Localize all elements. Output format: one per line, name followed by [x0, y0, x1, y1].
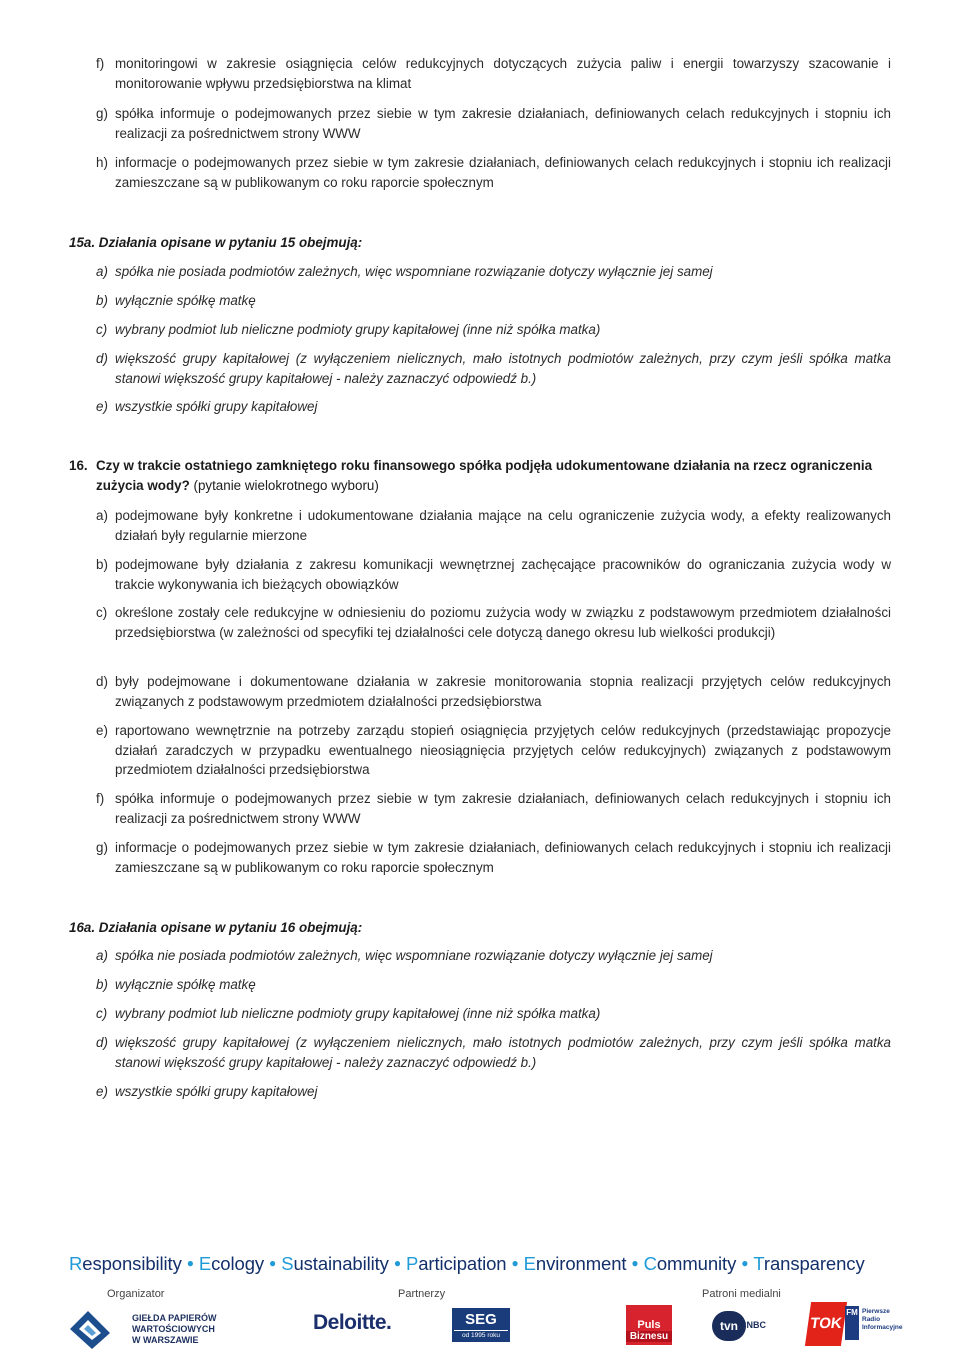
option-item — [96, 838, 891, 877]
option-item — [96, 349, 891, 388]
option-text: spółka nie posiada podmiotów zależnych, więc wspomniane rozwiązanie dotyczy wyłącznie jej samej — [115, 948, 713, 963]
option-text: podejmowane były działania z zakresu komunikacji wewnętrznej zachęcające pracowników do ograniczania zużycia wody w trakcie wykonywania ich bieżących obowiązków — [115, 557, 891, 592]
seg-subline: od 1995 roku — [454, 1331, 508, 1340]
option-text: wybrany podmiot lub nieliczne podmioty grupy kapitałowej (inne niż spółka matka) — [115, 322, 601, 337]
option-label: b) — [96, 557, 108, 572]
bullet-icon: ● — [186, 1256, 194, 1270]
footer-tagline — [69, 1253, 899, 1279]
bullet-icon: ● — [269, 1256, 277, 1270]
question-number: 16a. — [69, 920, 96, 935]
gpw-emblem-icon — [66, 1307, 114, 1351]
option-text: określone zostały cele redukcyjne w odniesieniu do poziomu zużycia wody w związku z podstawowym przedmiotem działalności przedsiębiorstwa (w zależności od specyfiki tej działalności cele dotyczą danego okresu lub wielkości produkcji) — [115, 605, 891, 640]
option-item — [96, 555, 891, 594]
question-title: Działania opisane w pytaniu 15 obejmują: — [98, 235, 363, 250]
option-item — [96, 262, 891, 282]
tagline-word: Transparency — [753, 1253, 865, 1274]
option-item — [96, 1082, 891, 1102]
gpw-logo[interactable] — [66, 1305, 266, 1353]
option-label: f) — [96, 791, 105, 806]
option-text: były podejmowane i dokumentowane działania w zakresie monitorowania stopnia realizacji przyjętych celów redukcyjnych związanych z podstawowym przedmiotem działalności przedsiębiorstwa — [115, 674, 891, 709]
option-item — [96, 603, 891, 642]
gpw-name-line: WARTOŚCIOWYCH — [132, 1324, 215, 1334]
tagline-word: Environment — [523, 1253, 627, 1274]
bullet-icon: ● — [741, 1256, 749, 1270]
list-item — [96, 104, 891, 143]
tvn-cnbc-logo[interactable]: tvn CNBC — [712, 1311, 774, 1341]
item-text: monitoringowi w zakresie osiągnięcia celów redukcyjnych dotyczących zużycia paliw i energii towarzyszy szacowanie i monitorowanie wpływu przedsiębiorstwa na klimat — [115, 56, 891, 91]
item-label: f) — [96, 56, 105, 71]
question-title: Czy w trakcie ostatniego zamkniętego roku finansowego spółka podjęła udokumentowane działania na rzecz ograniczenia zużycia wody? — [96, 458, 873, 493]
option-label: e) — [96, 723, 108, 738]
item-text: informacje o podejmowanych przez siebie w tym zakresie działaniach, definiowanych celach redukcyjnych i stopniu ich realizacji zamieszczane są w publikowanym co roku raporcie społecznym — [115, 155, 891, 190]
tok-fm-logo[interactable]: TOK FM Pierwsze Radio Informacyjne — [808, 1302, 898, 1346]
option-text: wybrany podmiot lub nieliczne podmioty grupy kapitałowej (inne niż spółka matka) — [115, 1006, 601, 1021]
question-number: 16. — [69, 458, 88, 473]
option-item — [96, 721, 891, 780]
option-label: d) — [96, 351, 108, 366]
option-label: b) — [96, 293, 108, 308]
gpw-name-line: GIEŁDA PAPIERÓW — [132, 1313, 217, 1323]
seg-wordmark: SEG — [454, 1310, 508, 1330]
option-label: c) — [96, 322, 108, 337]
option-label: d) — [96, 1035, 108, 1050]
option-label: b) — [96, 977, 108, 992]
bullet-icon: ● — [511, 1256, 519, 1270]
list-item — [96, 153, 891, 192]
bullet-icon: ● — [631, 1256, 639, 1270]
option-item — [96, 291, 891, 311]
option-item — [96, 672, 891, 711]
gpw-name-line: W WARSZAWIE — [132, 1335, 199, 1345]
option-label: d) — [96, 674, 108, 689]
option-item — [96, 975, 891, 995]
option-text: wszystkie spółki grupy kapitałowej — [115, 1084, 318, 1099]
bullet-icon: ● — [393, 1256, 401, 1270]
option-item — [96, 506, 891, 545]
tagline-word: Responsibility — [69, 1253, 182, 1274]
option-label: e) — [96, 1084, 108, 1099]
deloitte-logo[interactable]: Deloitte. — [313, 1311, 392, 1334]
option-text: większość grupy kapitałowej (z wyłączeniem nielicznych, mało istotnych podmiotów zależnych, przy czym jeśli spółka matka stanowi większość grupy kapitałowej - należy zaznaczyć odpowiedź b.) — [115, 1035, 891, 1070]
option-text: wszystkie spółki grupy kapitałowej — [115, 399, 318, 414]
question-heading — [69, 233, 893, 253]
option-label: g) — [96, 840, 108, 855]
question-title: Działania opisane w pytaniu 16 obejmują: — [98, 920, 363, 935]
question-heading — [69, 456, 893, 495]
puls-biznesu-logo[interactable]: Puls Biznesu — [626, 1305, 672, 1345]
option-label: e) — [96, 399, 108, 414]
option-label: a) — [96, 948, 108, 963]
option-text: raportowano wewnętrznie na potrzeby zarządu stopień osiągnięcia przyjętych celów redukcyjnych (przedstawiając propozycje działań zaradczych w przypadku ewentualnego nieosiągnięcia przyjętych celów redukcyjnych) związanych z podstawowym przedmiotem działalności przedsiębiorstwa — [115, 723, 891, 777]
option-text: podejmowane były konkretne i udokumentowane działania mające na celu ograniczenie zużycia wody, a efekty realizowanych działań były regularnie mierzone — [115, 508, 891, 543]
option-item — [96, 789, 891, 828]
list-item — [96, 54, 891, 93]
option-label: c) — [96, 1006, 108, 1021]
media-label: Patroni medialni — [702, 1288, 781, 1300]
question-heading — [69, 918, 893, 938]
tagline-word: Community — [643, 1253, 737, 1274]
option-label: a) — [96, 508, 108, 523]
organizer-label: Organizator — [107, 1288, 165, 1300]
option-text: wyłącznie spółkę matkę — [115, 977, 256, 992]
option-text: spółka informuje o podejmowanych przez siebie w tym zakresie działaniach, definiowanych celach redukcyjnych i stopniu ich realizacji za pośrednictwem strony WWW — [115, 791, 891, 826]
tagline-word: Sustainability — [281, 1253, 389, 1274]
option-item — [96, 946, 891, 966]
seg-logo[interactable] — [452, 1308, 510, 1342]
option-item — [96, 320, 891, 340]
option-text: większość grupy kapitałowej (z wyłączeniem nielicznych, mało istotnych podmiotów zależnych, przy czym jeśli spółka matka stanowi większość grupy kapitałowej - należy zaznaczyć odpowiedź b.) — [115, 351, 891, 386]
option-label: c) — [96, 605, 108, 620]
item-label: h) — [96, 155, 108, 170]
tagline-word: Participation — [405, 1253, 507, 1274]
item-label: g) — [96, 106, 108, 121]
option-label: a) — [96, 264, 108, 279]
item-text: spółka informuje o podejmowanych przez siebie w tym zakresie działaniach, definiowanych celach redukcyjnych i stopniu ich realizacji za pośrednictwem strony WWW — [115, 106, 891, 141]
tagline-word: Ecology — [198, 1253, 265, 1274]
question-number: 15a. — [69, 235, 96, 250]
option-text: spółka nie posiada podmiotów zależnych, więc wspomniane rozwiązanie dotyczy wyłącznie jej samej — [115, 264, 713, 279]
option-item — [96, 1033, 891, 1072]
option-item — [96, 1004, 891, 1024]
option-text: informacje o podejmowanych przez siebie w tym zakresie działaniach, definiowanych celach redukcyjnych i stopniu ich realizacji zamieszczane są w publikowanym co roku raporcie społecznym — [115, 840, 891, 875]
option-item — [96, 397, 891, 417]
option-text: wyłącznie spółkę matkę — [115, 293, 256, 308]
question-note: (pytanie wielokrotnego wyboru) — [189, 477, 379, 493]
partners-label: Partnerzy — [398, 1288, 446, 1300]
